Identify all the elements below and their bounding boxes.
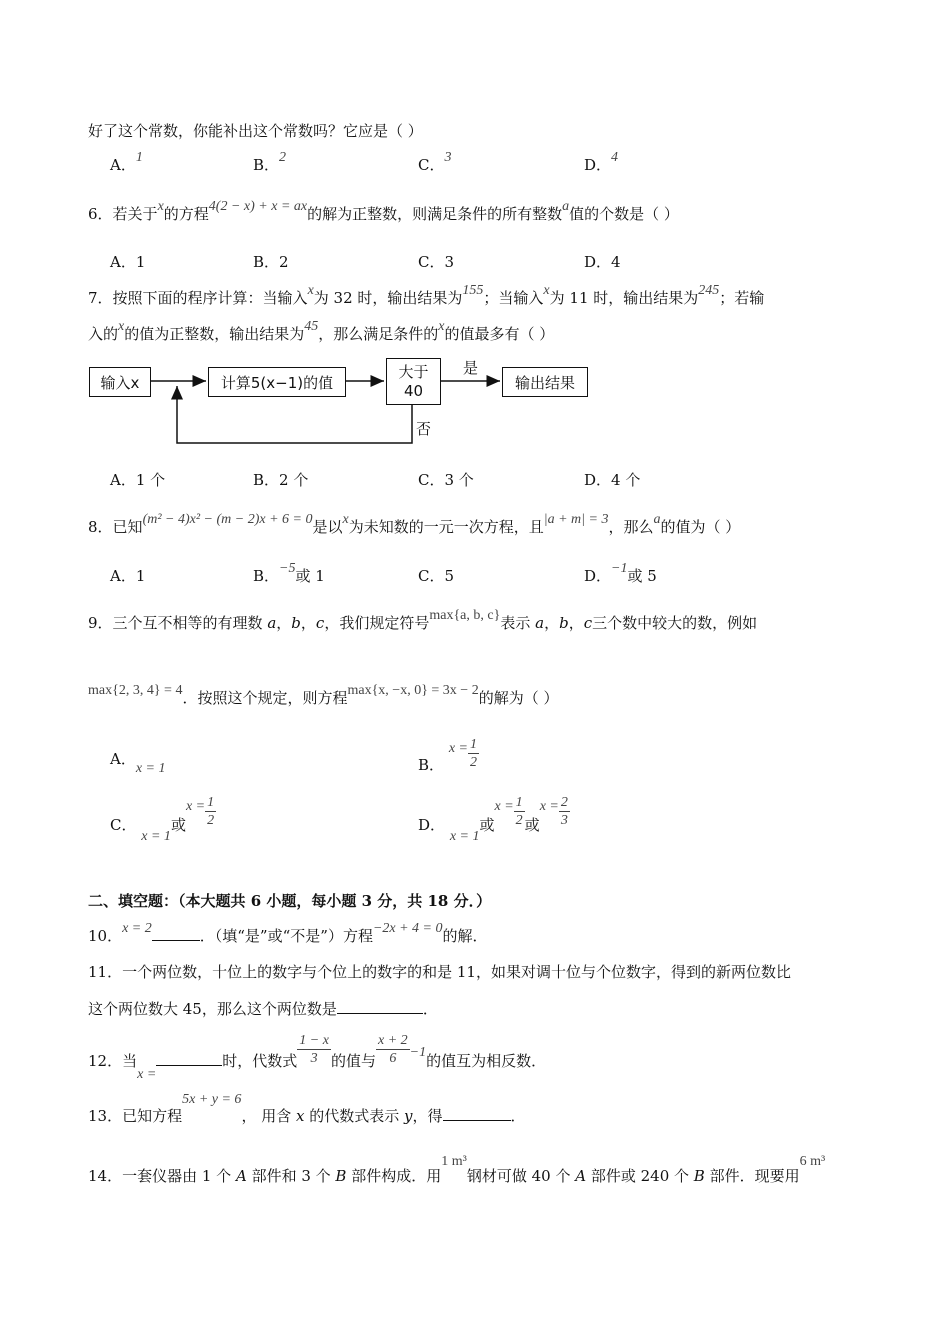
q7-stem-line1: 7．按照下面的程序计算：当输入x为 32 时，输出结果为155；当输入x为 11 时，输出结果为245；若输 xyxy=(88,283,765,307)
flow-no-label: 否 xyxy=(416,420,432,438)
q12-stem: 12．当x =时，代数式 $\frac{1 - x}{3}$ 的值与 $\frac{x + 2}{6}$ −1的值互为相反数． xyxy=(88,1033,547,1082)
q6-option-a[interactable]: A．1 xyxy=(110,253,146,271)
q9-option-d[interactable]: D． x = 1或x = $\frac{1}{2}$ 或x = $\frac{2}{3}$ xyxy=(418,795,568,844)
q8-option-a[interactable]: A．1 xyxy=(110,567,146,585)
flow-condition-box: 大于 40 xyxy=(386,358,441,405)
q5-option-d[interactable]: D．4 xyxy=(584,150,619,174)
flow-yes-label: 是 xyxy=(463,359,479,377)
flow-output-box: 输出结果 xyxy=(502,367,588,397)
q7-option-c[interactable]: C．3 个 xyxy=(418,471,474,489)
q8-option-c[interactable]: C．5 xyxy=(418,567,455,585)
q9-option-c[interactable]: C． x = 1或x = $\frac{1}{2}$ xyxy=(110,795,215,844)
flow-compute-box: 计算5(x−1)的值 xyxy=(208,367,346,397)
q14-stem: 14．一套仪器由 1 个 A 部件和 3 个 B 部件构成．用1 m³钢材可做 40 个 A 部件或 240 个 B 部件．现要用6 m³ xyxy=(88,1154,826,1185)
q8-option-d[interactable]: D．−1或 5 xyxy=(584,561,657,585)
q11-answer-blank[interactable] xyxy=(337,999,423,1014)
q11-stem-line1: 11．一个两位数，十位上的数字与个位上的数字的和是 11，如果对调十位与个位数字，得到的新两位数比 xyxy=(88,963,791,981)
q5-option-b[interactable]: B．2 xyxy=(253,150,287,174)
q5-option-c[interactable]: C．3 xyxy=(418,150,452,174)
q11-stem-line2: 这个两位数大 45，那么这个两位数是 ． xyxy=(88,1000,438,1018)
q7-option-a[interactable]: A．1 个 xyxy=(110,471,166,489)
q6-option-d[interactable]: D．4 xyxy=(584,253,621,271)
q9-stem-line1: 9．三个互不相等的有理数 a，b，c，我们规定符号max{a, b, c}表示 a，b，c三个数中较大的数，例如 xyxy=(88,608,758,632)
q6-option-c[interactable]: C．3 xyxy=(418,253,455,271)
flow-input-box: 输入x xyxy=(89,367,151,397)
q10-answer-blank[interactable] xyxy=(152,926,200,941)
q8-option-b[interactable]: B．−5或 1 xyxy=(253,561,325,585)
q9-stem-line2: max{2, 3, 4} = 4．按照这个规定，则方程max{x, −x, 0} = 3x − 2的解为（ ） xyxy=(88,683,559,707)
q7-stem-line2: 入的x的值为正整数，输出结果为45，那么满足条件的x的值最多有（ ） xyxy=(88,319,555,343)
q13-answer-blank[interactable] xyxy=(443,1106,511,1121)
q12-answer-blank[interactable] xyxy=(156,1051,222,1066)
q6-stem: 6．若关于x的方程4(2 − x) + x = ax的解为正整数，则满足条件的所有整数a值的个数是（ ） xyxy=(88,199,679,223)
q9-option-b[interactable]: B． x = $\frac{1}{2}$ xyxy=(418,737,477,774)
q7-option-b[interactable]: B．2 个 xyxy=(253,471,309,489)
q5-option-a[interactable]: A．1 xyxy=(110,150,143,174)
section2-heading: 二、填空题：（本大题共 6 小题，每小题 3 分，共 18 分．） xyxy=(88,892,492,910)
q10-stem: 10．x = 2 ．（填“是”或“不是”）方程−2x + 4 = 0的解． xyxy=(88,921,488,945)
q5-stem: 好了这个常数，你能补出这个常数吗？它应是（ ） xyxy=(88,122,423,140)
q13-stem: 13．已知方程5x + y = 6， 用含 x 的代数式表示 y，得 ． xyxy=(88,1092,526,1125)
q7-option-d[interactable]: D．4 个 xyxy=(584,471,641,489)
q9-option-a[interactable]: A．x = 1 xyxy=(110,750,166,776)
q8-stem: 8．已知(m² − 4)x² − (m − 2)x + 6 = 0是以x为未知数的一元一次方程，且|a + m| = 3，那么a的值为（ ） xyxy=(88,512,741,536)
q6-option-b[interactable]: B．2 xyxy=(253,253,289,271)
